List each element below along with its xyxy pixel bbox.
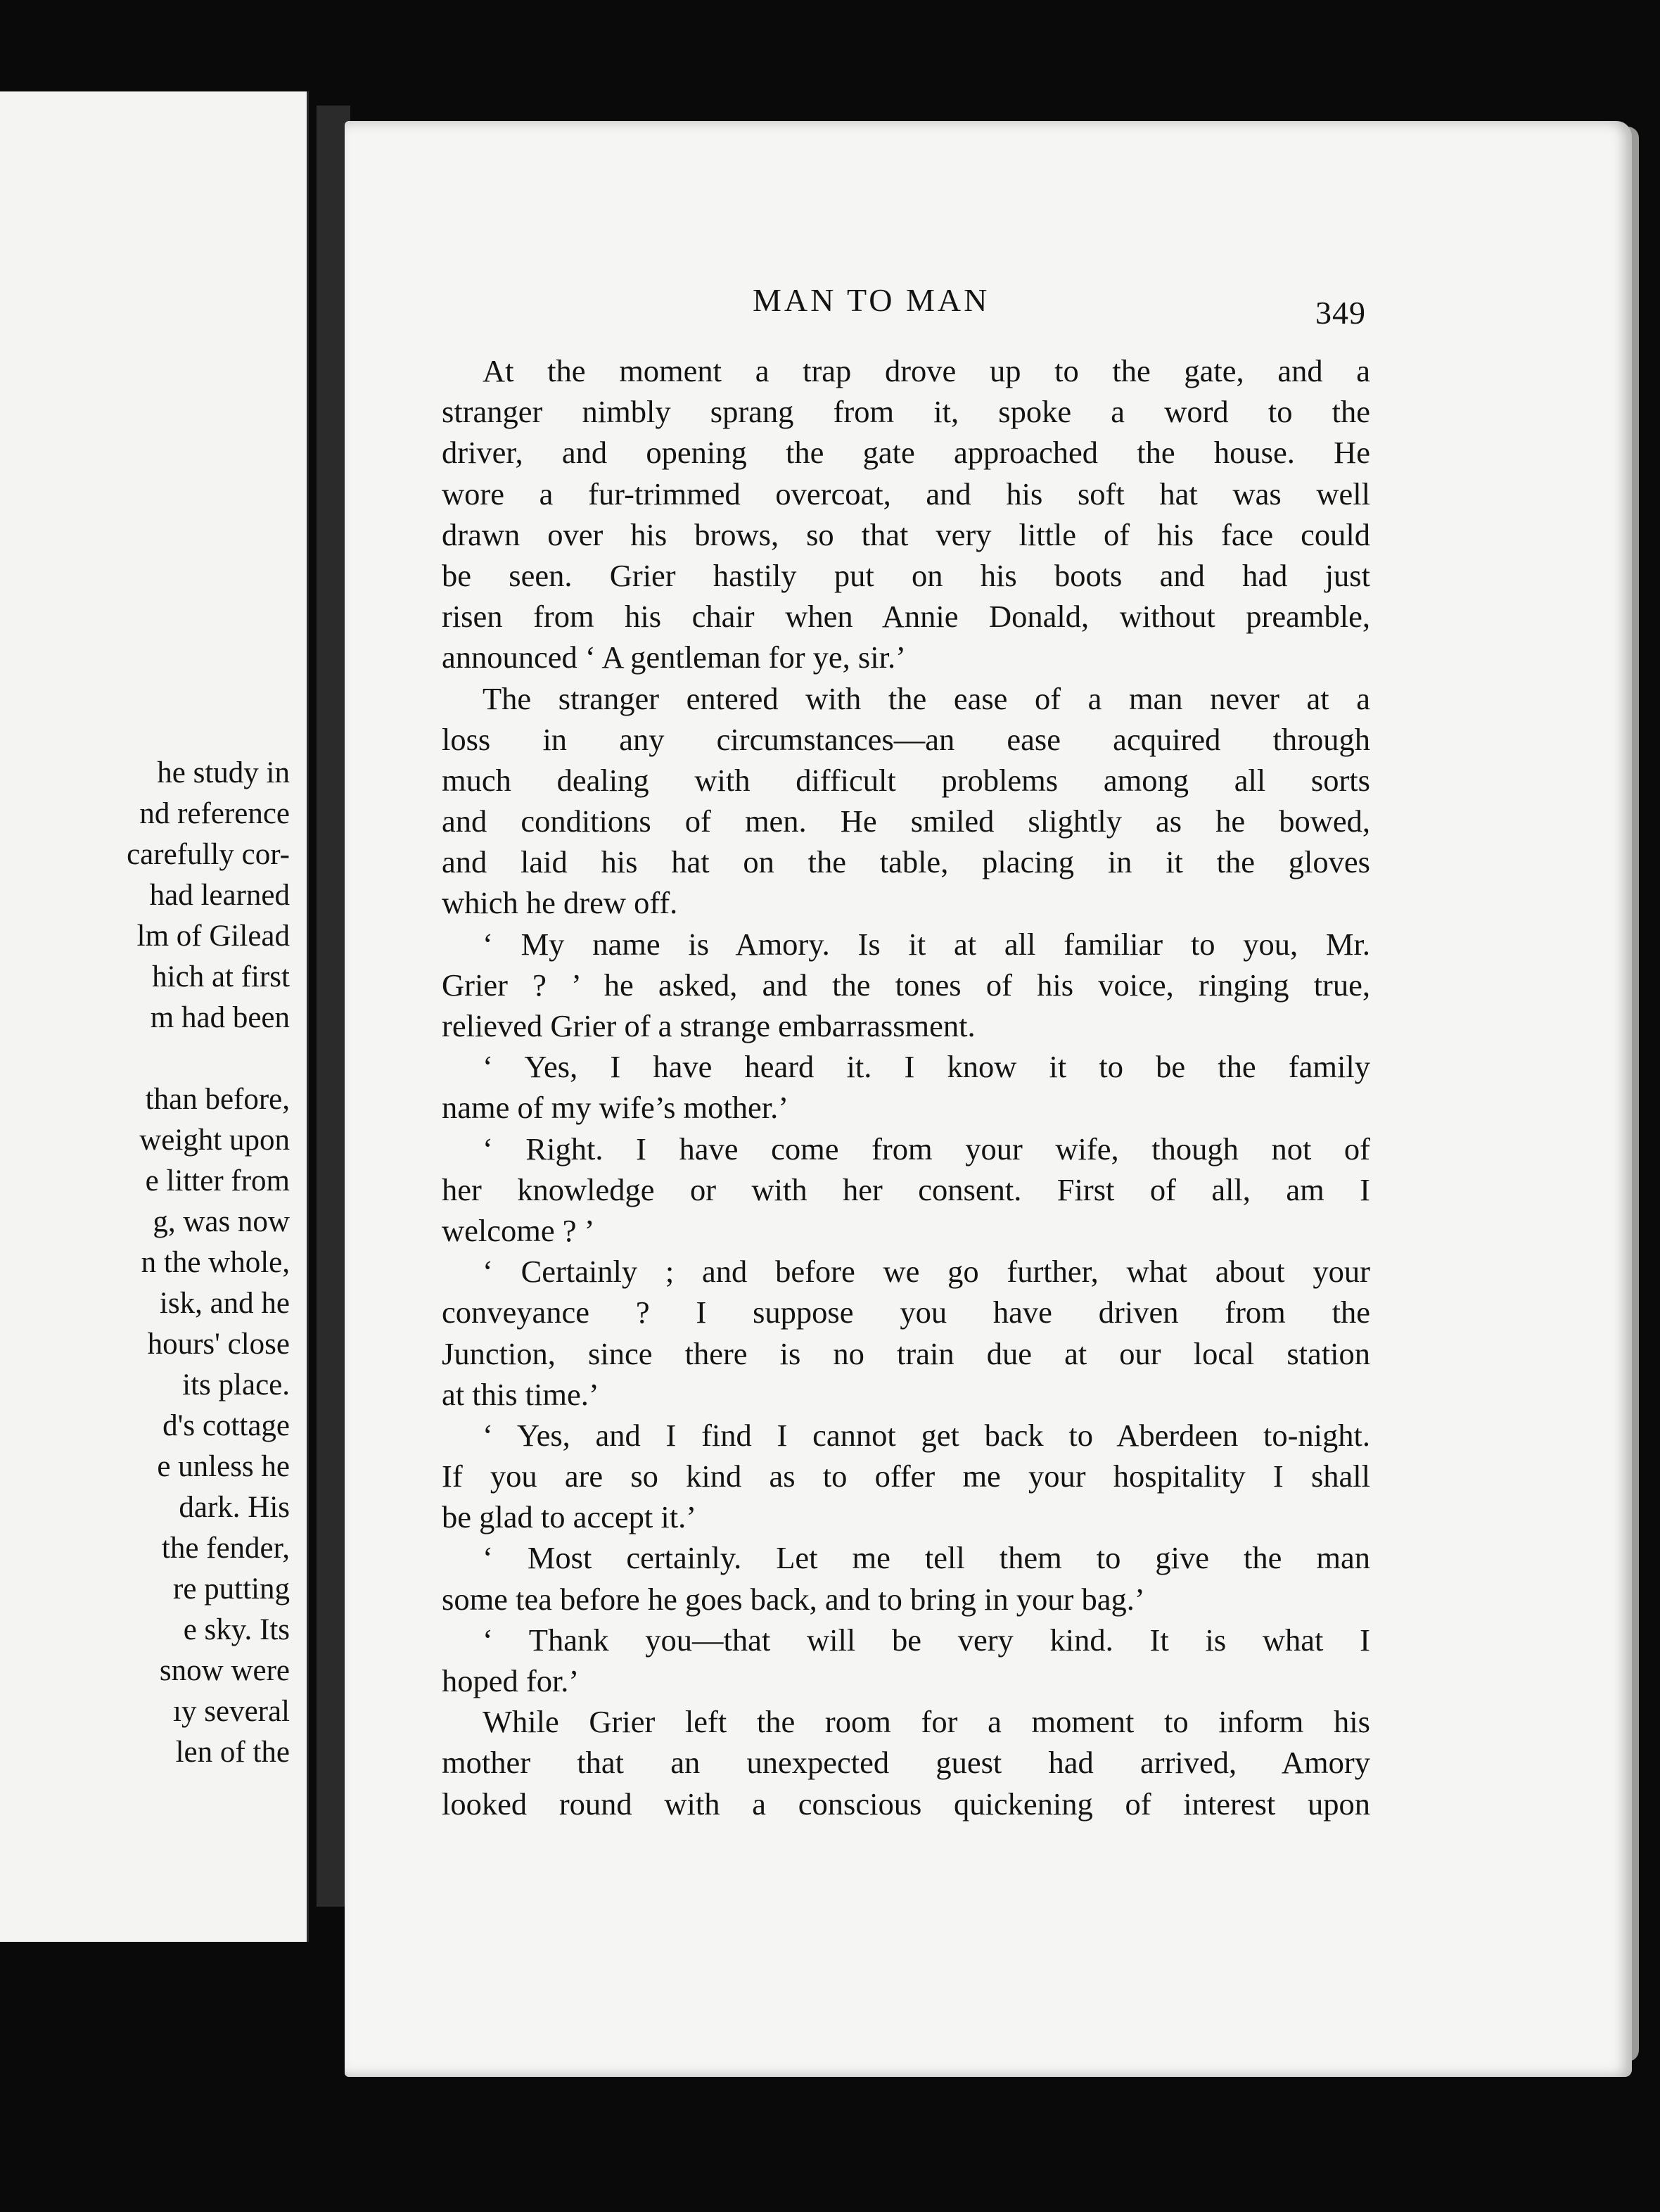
facing-line: than before, — [145, 1083, 290, 1116]
facing-line: lm of Gilead — [136, 920, 290, 953]
text-line: Junction, since there is no train due at our local station — [442, 1335, 1370, 1371]
page-number: 349 — [1315, 295, 1366, 331]
text-line: mother that an unexpected guest had arrived, Amory — [442, 1745, 1370, 1781]
facing-line-gap — [0, 1038, 290, 1079]
text-line: risen from his chair when Annie Donald, without preamble, — [442, 599, 1370, 635]
text-line: relieved Grier of a strange embarrassment. — [442, 1008, 976, 1043]
text-line: welcome ? ’ — [442, 1212, 595, 1248]
text-line: hoped for.’ — [442, 1663, 580, 1698]
facing-line: re putting — [173, 1572, 290, 1606]
text-line: ‘ Yes, and I find I cannot get back to Aberdeen to-night. — [483, 1417, 1370, 1453]
facing-line: m had been — [150, 1001, 290, 1034]
facing-line: ıy several — [173, 1695, 290, 1728]
text-line: at this time.’ — [442, 1376, 599, 1412]
facing-line: n the whole, — [141, 1246, 290, 1279]
text-line: and conditions of men. He smiled slightly as he bowed, — [442, 803, 1370, 839]
text-line: which he drew off. — [442, 885, 678, 921]
text-line: ‘ Certainly ; and before we go further, what about your — [483, 1254, 1370, 1290]
facing-line: g, was now — [153, 1205, 290, 1238]
text-line: and laid his hat on the table, placing in it the gloves — [442, 844, 1370, 880]
facing-line: the fender, — [161, 1532, 290, 1565]
text-line: If you are so kind as to offer me your hospitality I shall — [442, 1458, 1370, 1494]
facing-line: he study in — [157, 756, 290, 789]
facing-page-text — [0, 753, 290, 1773]
text-line: ‘ Thank you—that will be very kind. It is what I — [483, 1622, 1370, 1658]
facing-line: isk, and he — [159, 1287, 290, 1320]
text-line: looked round with a conscious quickening of interest upon — [442, 1786, 1370, 1822]
text-line: loss in any circumstances—an ease acquired through — [442, 721, 1370, 757]
facing-line: nd reference — [139, 797, 290, 830]
text-line: be glad to accept it.’ — [442, 1499, 697, 1535]
text-line: wore a fur-trimmed overcoat, and his soft hat was well — [442, 476, 1370, 511]
text-line: ‘ Most certainly. Let me tell them to give the man — [483, 1540, 1370, 1576]
facing-line: its place. — [182, 1368, 290, 1401]
facing-line: e litter from — [145, 1164, 290, 1197]
text-line: The stranger entered with the ease of a man never at a — [483, 680, 1370, 716]
facing-line: hours' close — [147, 1328, 290, 1361]
running-head: MAN TO MAN — [753, 282, 990, 318]
facing-line: len of the — [175, 1736, 290, 1769]
text-line: be seen. Grier hastily put on his boots and had just — [442, 557, 1370, 593]
text-line: driver, and opening the gate approached the house. He — [442, 435, 1370, 471]
facing-line: e unless he — [157, 1450, 290, 1483]
text-line: stranger nimbly sprang from it, spoke a word to the — [442, 394, 1370, 430]
text-line: some tea before he goes back, and to bring in your bag.’ — [442, 1581, 1145, 1617]
text-line: much dealing with difficult problems among all sorts — [442, 762, 1370, 798]
text-line: drawn over his brows, so that very little of his face could — [442, 516, 1370, 552]
facing-line: carefully cor- — [127, 838, 290, 871]
text-line: ‘ Yes, I have heard it. I know it to be the family — [483, 1049, 1370, 1085]
text-line: her knowledge or with her consent. First of all, am I — [442, 1171, 1370, 1207]
text-line: At the moment a trap drove up to the gate, and a — [483, 353, 1370, 388]
text-line: ‘ Right. I have come from your wife, though not of — [483, 1131, 1370, 1167]
facing-line: dark. His — [179, 1491, 290, 1524]
text-line: name of my wife’s mother.’ — [442, 1090, 789, 1126]
facing-line: hich at first — [152, 960, 290, 993]
text-line: While Grier left the room for a moment to inform his — [483, 1704, 1370, 1740]
facing-line: d's cottage — [162, 1409, 290, 1442]
facing-line: had learned — [149, 879, 290, 912]
facing-line: e sky. Its — [183, 1613, 290, 1646]
text-line: announced ‘ A gentleman for ye, sir.’ — [442, 640, 906, 675]
facing-line: snow were — [159, 1654, 290, 1687]
page-body-text — [442, 350, 1370, 1824]
facing-page-left — [0, 91, 309, 1942]
text-line: ‘ My name is Amory. Is it at all familiar to you, Mr. — [483, 926, 1370, 962]
text-line: Grier ? ’ he asked, and the tones of his voice, ringing true, — [442, 967, 1370, 1003]
facing-line: weight upon — [139, 1124, 290, 1157]
text-line: conveyance ? I suppose you have driven from the — [442, 1295, 1370, 1330]
